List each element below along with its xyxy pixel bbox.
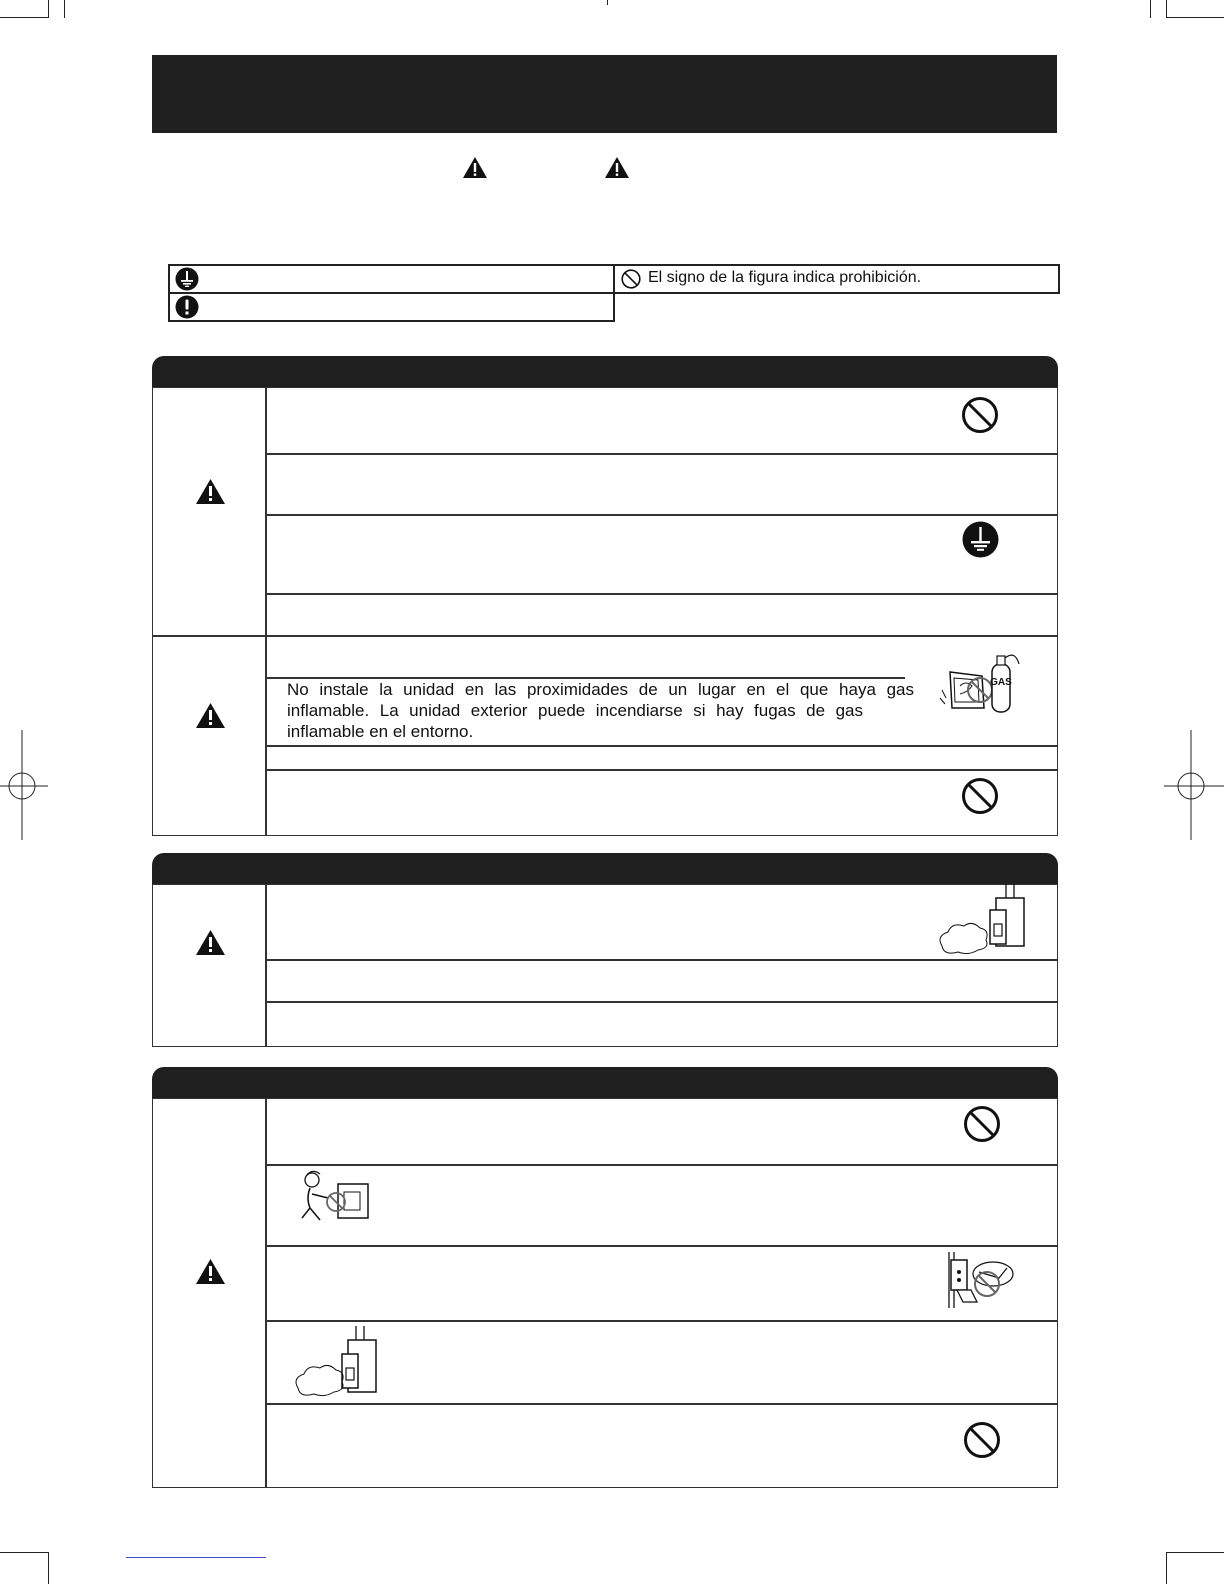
footer-rule bbox=[126, 1557, 266, 1558]
registration-target-right bbox=[1164, 730, 1224, 840]
crop-mark bbox=[64, 0, 65, 18]
prohibition-icon bbox=[961, 777, 999, 815]
section-2-divider bbox=[265, 884, 267, 1047]
prohibition-icon bbox=[963, 1421, 1001, 1459]
breaker-illustration bbox=[292, 1326, 384, 1398]
crop-mark bbox=[607, 0, 608, 5]
row-divider bbox=[265, 593, 1058, 595]
row-divider bbox=[265, 1320, 1058, 1322]
warning-triangle-icon bbox=[195, 702, 226, 729]
row-divider bbox=[265, 514, 1058, 516]
person-touching-unit-illustration bbox=[298, 1170, 372, 1230]
row-divider bbox=[265, 745, 1058, 747]
crop-mark bbox=[0, 1552, 48, 1553]
crop-mark bbox=[48, 1552, 49, 1584]
prohibition-icon bbox=[963, 1105, 1001, 1143]
group-divider bbox=[152, 635, 1058, 637]
gas-warning-line-2: inflamable. La unidad exterior puede incendiarse si hay fugas de gas bbox=[287, 701, 863, 720]
row-divider bbox=[265, 959, 1058, 961]
registration-target-left bbox=[0, 730, 50, 840]
section-3-header bbox=[152, 1067, 1058, 1099]
socket-illustration bbox=[945, 1250, 1029, 1312]
row-divider bbox=[265, 1001, 1058, 1003]
gas-warning-line-1: No instale la unidad en las proximidades de un lugar en el que haya gas bbox=[287, 680, 914, 699]
warning-triangle-icon bbox=[195, 478, 226, 505]
section-3 bbox=[152, 1098, 1058, 1488]
section-2 bbox=[152, 884, 1058, 1047]
crop-mark bbox=[1166, 1552, 1167, 1584]
gas-leak-illustration bbox=[938, 650, 1028, 716]
crop-mark bbox=[1166, 1552, 1224, 1553]
symbol-legend bbox=[168, 264, 1060, 322]
page-header-band bbox=[152, 55, 1057, 133]
row-divider bbox=[265, 769, 1058, 771]
ground-icon bbox=[962, 521, 999, 558]
row-divider bbox=[265, 1164, 1058, 1166]
breaker-illustration bbox=[936, 884, 1028, 956]
row-divider bbox=[265, 1403, 1058, 1405]
crop-mark bbox=[1150, 0, 1151, 18]
prohibition-icon bbox=[621, 269, 641, 289]
gas-warning-text bbox=[287, 679, 914, 742]
section-3-divider bbox=[265, 1098, 267, 1488]
crop-mark bbox=[1166, 17, 1224, 18]
warning-triangle-icon bbox=[195, 929, 226, 956]
warning-triangle-icon bbox=[195, 1258, 226, 1285]
gas-warning-line-3: inflamable en el entorno. bbox=[287, 722, 474, 741]
mandatory-icon bbox=[175, 295, 199, 319]
prohibition-legend-text: El signo de la figura indica prohibición. bbox=[648, 269, 922, 286]
crop-mark bbox=[0, 17, 48, 18]
legend-cell-mandatory bbox=[168, 292, 615, 322]
warning-triangle-icon bbox=[604, 156, 630, 179]
row-marker bbox=[265, 677, 267, 745]
crop-mark bbox=[48, 0, 49, 18]
row-divider bbox=[265, 453, 1058, 455]
gas-cylinder-label: GAS bbox=[990, 677, 1012, 688]
warning-triangle-icon bbox=[462, 156, 488, 179]
crop-mark bbox=[1166, 0, 1167, 18]
ground-icon bbox=[175, 267, 199, 291]
section-1-header bbox=[152, 356, 1058, 388]
section-2-header bbox=[152, 853, 1058, 885]
prohibition-icon bbox=[961, 396, 999, 434]
row-divider bbox=[265, 1245, 1058, 1247]
legend-cell-ground bbox=[168, 264, 615, 294]
